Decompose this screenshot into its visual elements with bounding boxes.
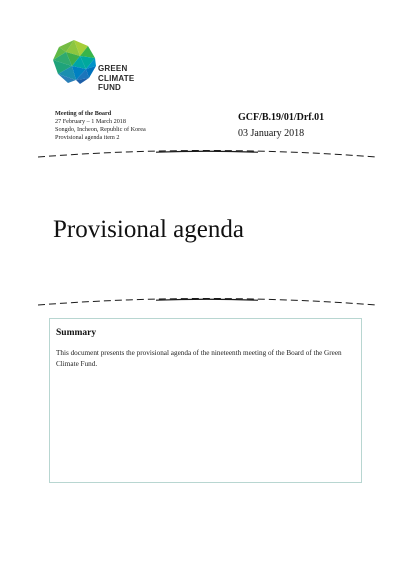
agenda-item: Provisional agenda item 2 <box>55 134 120 141</box>
document-symbol: GCF/B.19/01/Drf.01 <box>238 112 325 123</box>
summary-heading: Summary <box>56 328 97 338</box>
meeting-location: Songdo, Incheon, Republic of Korea <box>55 126 146 133</box>
logo-line-fund: FUND <box>98 83 122 92</box>
logo-wordmark <box>98 64 134 93</box>
wave-divider-top <box>38 146 376 160</box>
document-info <box>238 110 324 142</box>
logo-line-climate: CLIMATE <box>98 73 135 83</box>
wave-divider-bottom <box>38 294 376 308</box>
page-title: Provisional agenda <box>53 216 244 243</box>
meeting-heading: Meeting of the Board <box>55 110 112 117</box>
meeting-dates: 27 February – 1 March 2018 <box>55 118 126 125</box>
summary-box <box>49 318 362 483</box>
meeting-info <box>55 110 146 142</box>
globe-icon <box>50 38 98 86</box>
document-date: 03 January 2018 <box>238 128 305 139</box>
gcf-logo <box>50 38 150 98</box>
logo-line-green: GREEN <box>98 64 128 73</box>
summary-text: This document presents the provisional agenda of the nineteenth meeting of the Board of the Green Climate Fund. <box>56 349 342 368</box>
